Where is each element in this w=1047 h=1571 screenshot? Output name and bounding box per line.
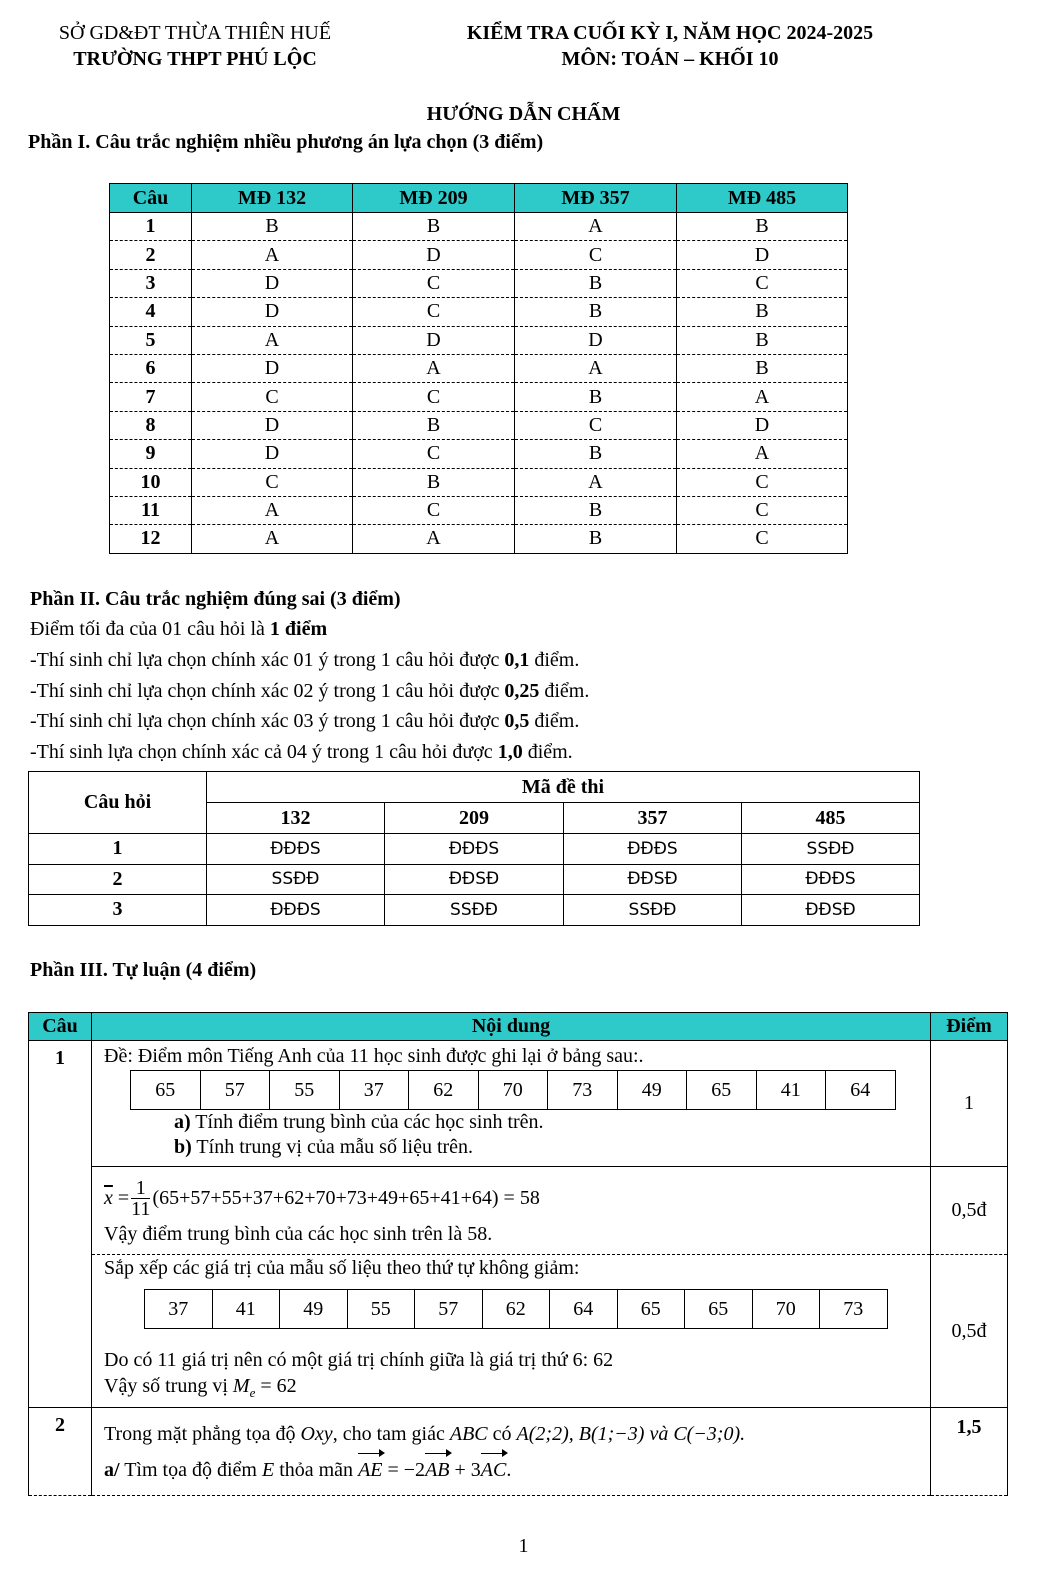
sorted-score-cell: 62 <box>482 1290 550 1329</box>
answer-cell: B <box>515 298 677 326</box>
answer-code: SSĐĐ <box>742 834 920 865</box>
part1-heading: Phần I. Câu trắc nghiệm nhiều phương án lựa chọn (3 điểm) <box>28 131 544 153</box>
answer-cell: A <box>677 440 848 468</box>
sorted-score-cell: 65 <box>617 1290 685 1329</box>
answer-cell: A <box>353 525 515 553</box>
answer-cell: D <box>515 326 677 354</box>
answer-cell: C <box>677 496 848 524</box>
answer-cell: B <box>353 468 515 496</box>
points: 1 <box>931 1041 1008 1167</box>
answer-code: ĐĐĐS <box>564 834 742 865</box>
table-row <box>110 213 848 241</box>
q1-prompt-block <box>92 1041 930 1160</box>
question-number: 6 <box>110 354 192 382</box>
answer-cell: B <box>353 213 515 241</box>
question-number: 8 <box>110 411 192 439</box>
question-number: 3 <box>29 895 207 926</box>
answer-cell: A <box>192 241 353 269</box>
part3-heading: Phần III. Tự luận (4 điểm) <box>30 959 257 981</box>
table-row <box>110 326 848 354</box>
answer-cell: A <box>192 326 353 354</box>
part2-heading: Phần II. Câu trắc nghiệm đúng sai (3 điểm) <box>30 588 401 610</box>
col-header: MĐ 485 <box>677 184 848 213</box>
table-row <box>110 354 848 382</box>
table-row <box>110 383 848 411</box>
header-right <box>420 20 920 72</box>
answer-cell: A <box>353 354 515 382</box>
answer-cell: C <box>192 383 353 411</box>
answer-cell: A <box>192 496 353 524</box>
col-header-code: 132 <box>207 803 385 834</box>
answer-cell: C <box>677 525 848 553</box>
table-row <box>110 269 848 297</box>
answer-cell: B <box>192 213 353 241</box>
answer-cell: B <box>515 496 677 524</box>
score-cell: 37 <box>339 1071 409 1110</box>
part2-rule: -Thí sinh lựa chọn chính xác cả 04 ý trong 1 câu hỏi được 1,0 điểm. <box>30 741 573 763</box>
score-cell: 65 <box>131 1071 201 1110</box>
answer-cell: C <box>353 269 515 297</box>
answer-code: ĐĐĐS <box>385 834 564 865</box>
question-number: 4 <box>110 298 192 326</box>
part1-answer-table <box>109 183 848 554</box>
score-cell: 64 <box>826 1071 896 1110</box>
col-header-code: 485 <box>742 803 920 834</box>
answer-cell: C <box>353 298 515 326</box>
table-row <box>110 298 848 326</box>
answer-code: ĐĐĐS <box>207 834 385 865</box>
col-header-code-group: Mã đề thi <box>207 772 920 803</box>
question-number: 1 <box>29 1041 92 1408</box>
question-number: 9 <box>110 440 192 468</box>
doc-title: HƯỚNG DẪN CHẤM <box>426 103 621 125</box>
sorted-score-cell: 55 <box>347 1290 415 1329</box>
question-number: 11 <box>110 496 192 524</box>
answer-cell: D <box>353 241 515 269</box>
score-cell: 73 <box>548 1071 618 1110</box>
sorted-score-cell: 73 <box>820 1290 888 1329</box>
page-number: 1 <box>518 1535 529 1557</box>
answer-code: ĐĐSĐ <box>385 864 564 895</box>
answer-cell: B <box>677 298 848 326</box>
q1-median-solution <box>92 1255 930 1406</box>
points: 1,5 <box>931 1408 1008 1496</box>
col-header: Câu <box>29 1013 92 1041</box>
sorted-score-cell: 41 <box>212 1290 280 1329</box>
exam-title: KIỂM TRA CUỐI KỲ I, NĂM HỌC 2024-2025 <box>466 22 874 44</box>
table-row <box>29 895 920 926</box>
sorted-score-cell: 65 <box>685 1290 753 1329</box>
score-cell: 41 <box>756 1071 826 1110</box>
median-conclusion: Vậy số trung vị $M_e = 62$ <box>104 1375 297 1400</box>
table-row <box>110 411 848 439</box>
school-name: TRƯỜNG THPT PHÚ LỘC <box>73 48 317 70</box>
table-row <box>110 440 848 468</box>
answer-cell: C <box>353 440 515 468</box>
answer-cell: B <box>677 354 848 382</box>
answer-cell: B <box>677 213 848 241</box>
answer-code: ĐĐĐS <box>207 895 385 926</box>
score-cell: 65 <box>687 1071 757 1110</box>
col-header-code: 357 <box>564 803 742 834</box>
answer-cell: A <box>515 354 677 382</box>
question-number: 12 <box>110 525 192 553</box>
col-header-code: 209 <box>385 803 564 834</box>
subject-title: MÔN: TOÁN – KHỐI 10 <box>561 48 779 70</box>
question-number: 2 <box>110 241 192 269</box>
part2-answer-table <box>28 771 920 926</box>
answer-cell: A <box>515 213 677 241</box>
question-number: 7 <box>110 383 192 411</box>
q2-block <box>92 1408 930 1488</box>
score-cell: 57 <box>200 1071 270 1110</box>
question-number: 2 <box>29 864 207 895</box>
answer-code: SSĐĐ <box>207 864 385 895</box>
sort-instruction: Sắp xếp các giá trị của mẫu số liệu theo thứ tự không giảm: <box>104 1257 580 1279</box>
table-row <box>110 496 848 524</box>
sorted-score-cell: 70 <box>752 1290 820 1329</box>
q1-part-b: b) Tính trung vị của mẫu số liệu trên. <box>174 1136 474 1158</box>
answer-cell: A <box>192 525 353 553</box>
points: 0,5đ <box>931 1255 1008 1408</box>
answer-cell: D <box>192 354 353 382</box>
answer-cell: D <box>677 241 848 269</box>
header-left <box>20 20 370 72</box>
answer-cell: D <box>677 411 848 439</box>
q1-part-a: a) Tính điểm trung bình của các học sinh trên. <box>174 1111 544 1133</box>
answer-code: SSĐĐ <box>564 895 742 926</box>
median-explanation: Do có 11 giá trị nên có một giá trị chính giữa là giá trị thứ 6: 62 <box>104 1349 614 1371</box>
mean-conclusion: Vậy điểm trung bình của các học sinh trên là 58. <box>104 1223 493 1245</box>
part2-max-score: Điểm tối đa của 01 câu hỏi là 1 điểm <box>30 618 328 640</box>
sorted-score-cell: 37 <box>145 1290 213 1329</box>
answer-cell: B <box>515 383 677 411</box>
score-cell: 70 <box>478 1071 548 1110</box>
answer-cell: D <box>192 269 353 297</box>
answer-code: ĐĐSĐ <box>742 895 920 926</box>
part3-essay-table <box>28 1012 1008 1496</box>
answer-cell: B <box>515 440 677 468</box>
answer-cell: C <box>353 496 515 524</box>
part2-rule: -Thí sinh chỉ lựa chọn chính xác 03 ý trong 1 câu hỏi được 0,5 điểm. <box>30 710 580 732</box>
points: 0,5đ <box>931 1167 1008 1255</box>
q1-prompt: Đề: Điểm môn Tiếng Anh của 11 học sinh được ghi lại ở bảng sau:. <box>104 1045 644 1067</box>
table-row <box>110 241 848 269</box>
answer-code: ĐĐSĐ <box>564 864 742 895</box>
answer-cell: D <box>192 411 353 439</box>
sorted-score-cell: 49 <box>280 1290 348 1329</box>
sorted-score-table <box>144 1289 888 1329</box>
col-header-question: Câu hỏi <box>29 772 207 834</box>
answer-code: SSĐĐ <box>385 895 564 926</box>
col-header: Điểm <box>931 1013 1008 1041</box>
answer-cell: B <box>677 326 848 354</box>
answer-cell: D <box>192 440 353 468</box>
question-number: 1 <box>110 213 192 241</box>
mean-formula: $\overline{x}$ = $\frac{1}{11}$ (65+57+55+37+62+70+73+49+65+41+64) = 58 <box>104 1176 540 1220</box>
answer-cell: B <box>515 525 677 553</box>
question-number: 1 <box>29 834 207 865</box>
col-header: MĐ 357 <box>515 184 677 213</box>
answer-cell: C <box>515 411 677 439</box>
answer-cell: C <box>677 468 848 496</box>
answer-code: ĐĐĐS <box>742 864 920 895</box>
table-row <box>29 864 920 895</box>
question-number: 3 <box>110 269 192 297</box>
table-row <box>110 525 848 553</box>
col-header: MĐ 132 <box>192 184 353 213</box>
answer-cell: D <box>353 326 515 354</box>
table-row <box>110 468 848 496</box>
answer-cell: B <box>353 411 515 439</box>
answer-cell: C <box>353 383 515 411</box>
answer-cell: A <box>677 383 848 411</box>
score-cell: 62 <box>409 1071 479 1110</box>
answer-cell: C <box>515 241 677 269</box>
answer-cell: C <box>192 468 353 496</box>
q1-mean-solution <box>92 1167 930 1247</box>
answer-cell: D <box>192 298 353 326</box>
score-table <box>130 1070 896 1110</box>
col-header: Nội dung <box>92 1013 931 1041</box>
score-cell: 55 <box>270 1071 340 1110</box>
part2-rule: -Thí sinh chỉ lựa chọn chính xác 01 ý trong 1 câu hỏi được 0,1 điểm. <box>30 649 580 671</box>
col-header: Câu <box>110 184 192 213</box>
table-row <box>29 834 920 865</box>
question-number: 5 <box>110 326 192 354</box>
answer-cell: B <box>515 269 677 297</box>
q2-prompt: Trong mặt phẳng tọa độ Oxy, cho tam giác ABC có A(2;2), B(1;−3) và C(−3;0). <box>104 1423 746 1445</box>
q2-part-a: a/ Tìm tọa độ điểm E thỏa mãn AE = −2AB + 3AC. <box>104 1452 930 1488</box>
sorted-score-cell: 57 <box>415 1290 483 1329</box>
col-header: MĐ 209 <box>353 184 515 213</box>
question-number: 2 <box>29 1408 92 1496</box>
part2-rule: -Thí sinh chỉ lựa chọn chính xác 02 ý trong 1 câu hỏi được 0,25 điểm. <box>30 680 590 702</box>
sorted-score-cell: 64 <box>550 1290 618 1329</box>
answer-cell: C <box>677 269 848 297</box>
question-number: 10 <box>110 468 192 496</box>
score-cell: 49 <box>617 1071 687 1110</box>
department-name: SỞ GD&ĐT THỪA THIÊN HUẾ <box>58 22 332 44</box>
answer-cell: A <box>515 468 677 496</box>
